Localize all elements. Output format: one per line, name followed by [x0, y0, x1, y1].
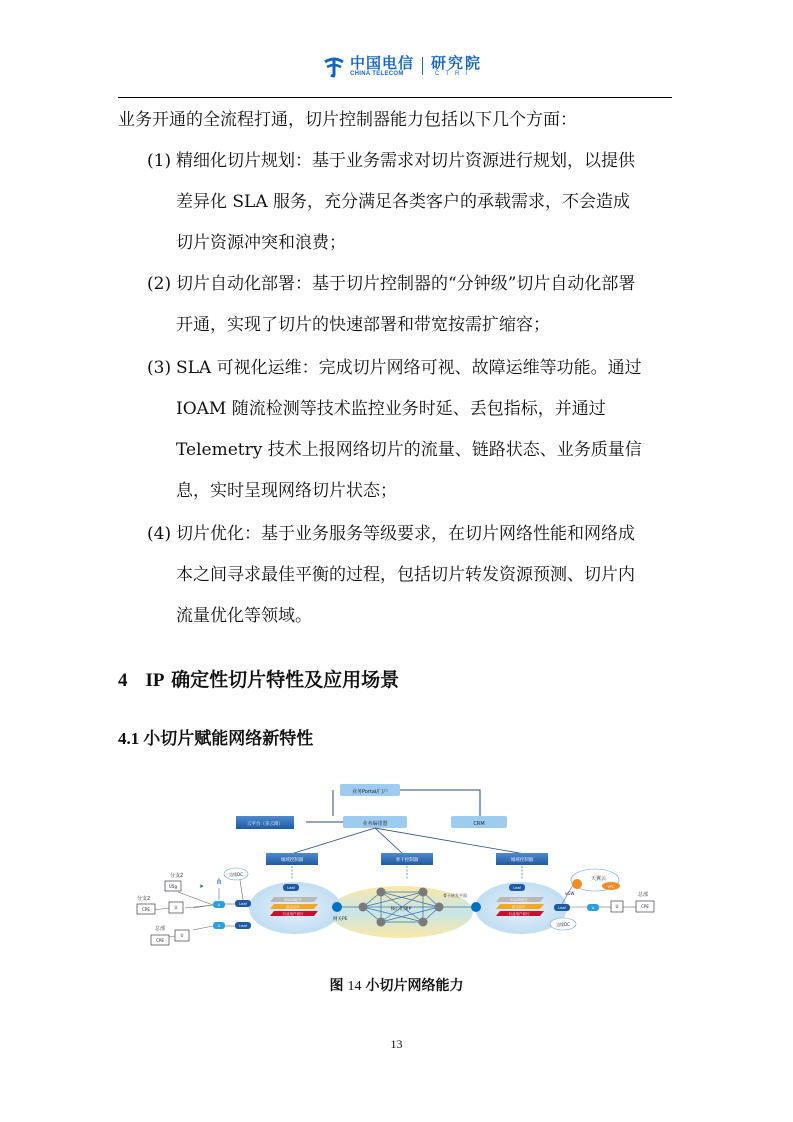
svg-text:vGW: vGW	[565, 891, 575, 896]
section-heading	[118, 665, 399, 692]
page-number: 13	[390, 1037, 403, 1051]
list-item-text: 本之间寻求最佳平衡的过程，包括切片转发资源预测、切片内	[176, 565, 635, 585]
list-item-label: (4)	[147, 524, 172, 544]
section-title-prefix: IP	[145, 670, 165, 691]
svg-text:边缘DC: 边缘DC	[229, 872, 243, 877]
svg-text:政企切片: 政企切片	[512, 905, 526, 909]
logo-english-name: CHINA TELECOM	[350, 71, 404, 77]
svg-text:总部: 总部	[638, 892, 649, 898]
svg-text:Leaf: Leaf	[513, 886, 521, 890]
svg-text:边缘DC: 边缘DC	[556, 922, 570, 927]
svg-text:5G/2B切片: 5G/2B切片	[510, 898, 528, 902]
logo-chinese-name: 中国电信	[350, 54, 415, 72]
caption-number: 14	[347, 979, 362, 994]
svg-text:5G/2B切片: 5G/2B切片	[284, 898, 302, 902]
svg-text:政企切片: 政企切片	[286, 905, 300, 909]
list-item-text: SLA 可视化运维：完成切片网络可视、故障运维等功能。通过	[176, 358, 642, 378]
svg-text:VPC: VPC	[607, 885, 615, 889]
list-item-text: 差异化 SLA 服务，充分满足各类客户的承载需求，不会造成	[176, 192, 631, 212]
subsection-number: 4.1	[118, 729, 140, 748]
caption-prefix: 图	[329, 978, 344, 994]
svg-text:骨干转发平面: 骨干转发平面	[443, 893, 467, 898]
svg-text:分支2: 分支2	[170, 873, 184, 879]
list-item-text: 流量优化等领域。	[176, 606, 312, 626]
svg-text:Leaf: Leaf	[239, 924, 247, 928]
svg-text:CRM: CRM	[473, 821, 485, 827]
svg-text:云平台（多云商）: 云平台（多云商）	[247, 822, 283, 827]
svg-text:网关PE: 网关PE	[333, 917, 348, 922]
svg-text:总部: 总部	[155, 926, 166, 932]
svg-text:骨干控制器: 骨干控制器	[395, 858, 419, 863]
list-item-text: 开通，实现了切片的快速部署和带宽按需扩缩容；	[176, 315, 550, 335]
list-item-text: 精细化切片规划：基于业务需求对切片资源进行规划，以提供	[176, 151, 635, 171]
list-item-text: 切片自动化部署：基于切片控制器的“分钟级”切片自动化部署	[176, 274, 636, 294]
network-slicing-diagram	[133, 780, 668, 960]
pe-node-left	[332, 902, 342, 912]
svg-text:业务编排器: 业务编排器	[362, 821, 388, 827]
svg-text:行业用户切片: 行业用户切片	[508, 912, 530, 916]
pe-node-right	[471, 902, 481, 912]
page-header	[0, 54, 793, 94]
svg-text:Leaf: Leaf	[287, 886, 295, 890]
list-item-label: (3)	[147, 358, 172, 378]
section-title: 确定性切片特性及应用场景	[171, 669, 400, 691]
svg-text:A: A	[217, 903, 221, 907]
list-item-label: (2)	[147, 274, 172, 294]
svg-text:CPE: CPE	[641, 904, 649, 909]
intro-paragraph: 业务开通的全流程打通，切片控制器能力包括以下几个方面：	[118, 110, 577, 130]
vgw-lock-icon	[572, 879, 582, 889]
section-number: 4	[118, 670, 128, 691]
list-item-text: 切片优化：基于业务服务等级要求，在切片网络性能和网络成	[176, 524, 635, 544]
svg-text:U5g: U5g	[168, 884, 178, 889]
svg-text:分支2: 分支2	[137, 896, 151, 902]
svg-text:U: U	[174, 905, 178, 910]
header-rule	[118, 97, 672, 98]
list-item-text: Telemetry 技术上报网络切片的流量、链路状态、业务质量信	[176, 440, 642, 460]
antenna-icon: ⋔	[215, 877, 223, 886]
svg-text:城域控制器: 城域控制器	[280, 858, 304, 863]
list-item-text: IOAM 随流检测等技术监控业务时延、丢包指标，并通过	[176, 399, 606, 419]
svg-text:Leaf: Leaf	[239, 902, 247, 906]
svg-text:业务Portal/门户: 业务Portal/门户	[351, 789, 389, 795]
svg-text:Leaf: Leaf	[558, 906, 566, 910]
logo-divider	[422, 57, 423, 75]
china-telecom-logo-icon	[322, 54, 346, 78]
svg-text:CPE: CPE	[142, 907, 150, 912]
svg-text:行业用户切片: 行业用户切片	[282, 912, 304, 916]
subsection-title: 小切片赋能网络新特性	[143, 729, 314, 749]
list-item-text: 息，实时呈现网络切片状态；	[176, 481, 397, 501]
svg-text:U: U	[615, 904, 619, 909]
svg-text:天翼云: 天翼云	[591, 876, 607, 882]
caption-title: 小切片网络能力	[365, 978, 464, 994]
wireless-icon: ➤	[199, 883, 205, 890]
svg-text:U: U	[180, 933, 184, 938]
china-telecom-ctri-logo	[322, 54, 482, 78]
figure-caption	[0, 975, 793, 995]
list-item-text: 切片资源冲突和浪费；	[176, 233, 346, 253]
svg-text:A: A	[217, 924, 221, 928]
subsection-heading	[118, 724, 313, 749]
list-item-label: (1)	[147, 151, 172, 171]
institute-chinese-name: 研究院	[431, 54, 483, 72]
svg-text:CPE: CPE	[156, 938, 164, 943]
svg-text:A: A	[591, 906, 595, 910]
svg-text:城域控制器: 城域控制器	[510, 858, 534, 863]
institute-english-name: CTRI	[435, 71, 474, 77]
svg-text:核心汇聚P: 核心汇聚P	[390, 907, 412, 912]
